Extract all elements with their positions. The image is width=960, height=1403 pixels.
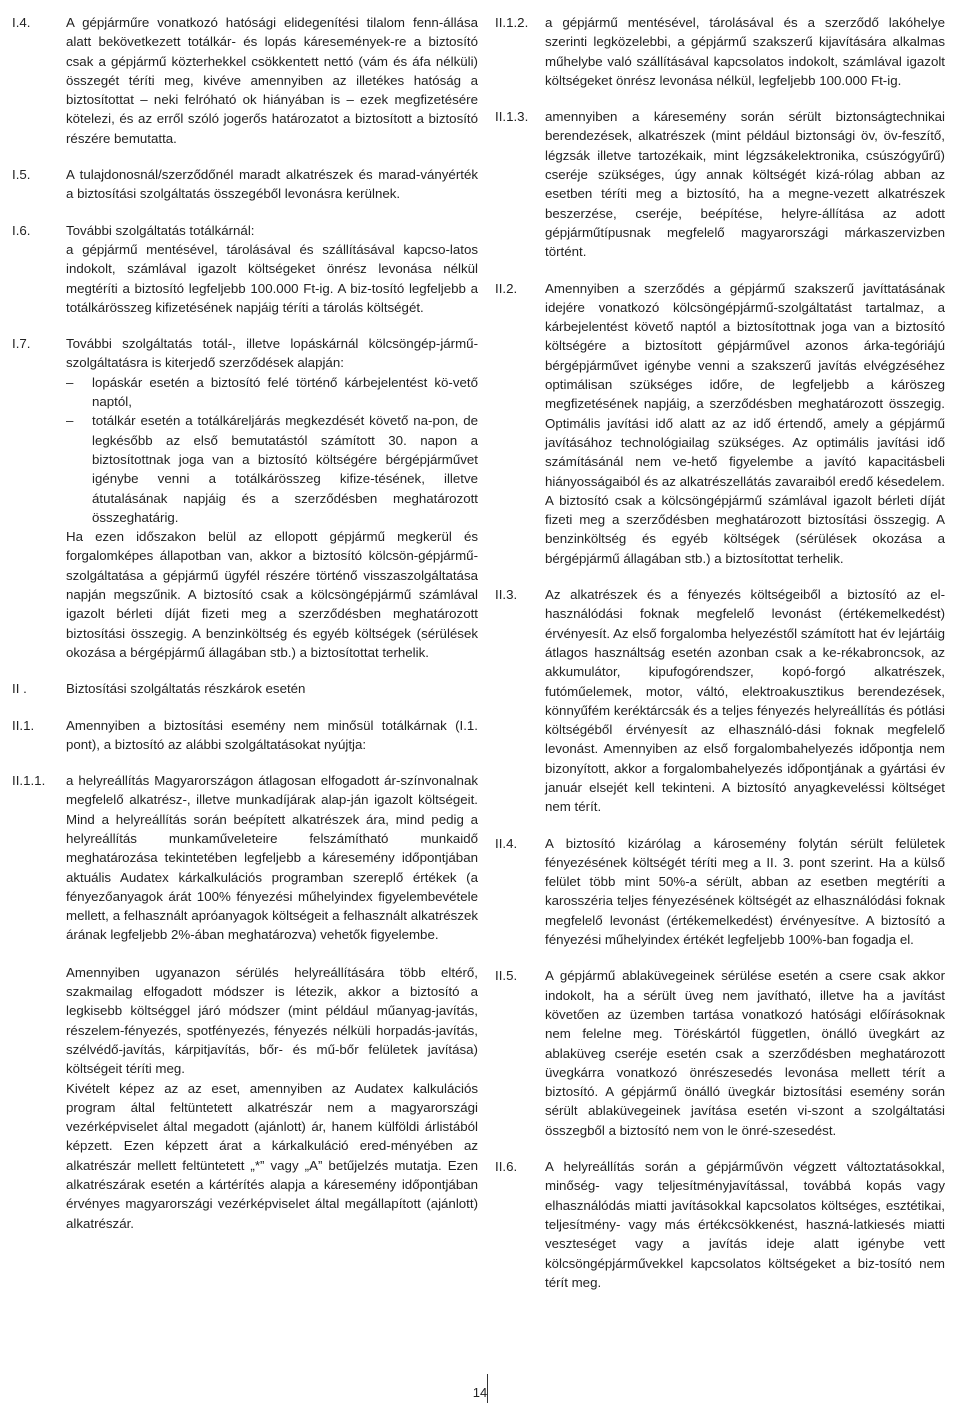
dash-marker: – (66, 413, 74, 429)
section-i6 (12, 221, 478, 317)
section-heading: Biztosítási szolgáltatás részkárok esetén (66, 681, 306, 697)
section-ii5 (495, 966, 945, 1140)
section-number: II . (12, 681, 27, 697)
section-body (545, 13, 945, 90)
paragraph: amennyiben a káresemény során sérült biztonságtechnikai berendezések, alkatrészek (mint például biztonsági öv, öv-feszítő, légzsák illetve tartozékaik, mint légzsákelektronika, csúszógyűrű) cseréje szükséges, úgy annak költségét kizá-rólag abban az esetben téríti meg a biztosító, ha a megne-vezett alkatrészek beszerzése, cseréje, beépítése, helyre-állítása az adott gépjárműtípusnak megfelelő magyarországi márkaszervizben történt. (545, 109, 945, 260)
dash-marker: – (66, 374, 74, 390)
dash-list-item (66, 373, 478, 412)
section-body (545, 107, 945, 261)
paragraph: A gépjármű ablaküvegeinek sérülése esetén a csere csak akkor indokolt, ha a sérült üveg nem javítható, illetve ha a javítást követően az üzemben tartása vonatkozó hatósági előírásoknak nem felelne meg. Töréskártól független, önálló üvegkárt az ablaküveg cseréje esetén csak a szerződésben meghatározott üvegkárra vonatkozó önrészesedés levonása mellett térít a biztosító. A gépjármű önálló üvegkár biztosítási esemény során sérült ablaküvegeinek javítása esetén vi-szont a szolgáltatási összegből a biztosító nem von le önré-szesedést. (545, 968, 945, 1138)
section-ii4 (495, 834, 945, 950)
section-body (66, 221, 478, 317)
paragraph: Amennyiben a szerződés a gépjármű szakszerű javíttatásának idejére vonatkozó kölcsöngépjármű-szolgáltatást tartalmaz, a kárbejelentést követő naptól a biztosítottnak joga van a biztosító költségére a biztosított gépjárművel azonos árka-tegóriájú bérgépjárművet igénybe venni a szakszerű javítás elvégzéséhez optimálisan szükséges időre, de legfeljebb a káröszeg megfizetésének napjáig, a szerződésben meghatározott összegig. Optimális javítási idő alatt az az idő értendő, amely a gépjármű javításához technológiailag szükséges. Az optimális javítási idő számításánál nem ve-hető figyelembe a javító kapacitásbeli hiányosságaiból és az alkatrészellátás zavaraiból eredő késedelem. A biztosító csak a kölcsöngépjármű számlával igazolt bérleti díját fizeti meg a szerződésben meghatározott biztosítási összegig. A benzinköltség és egyéb költségek (sérülések okozása a bérgépjármű állagában stb.) a biztosítottat terhelik. (545, 280, 945, 566)
section-number: II.1. (12, 717, 35, 733)
paragraph: A helyreállítás során a gépjárművön végzett változtatásokkal, minőség- vagy teljesítményjavítással, továbbá kopás vagy elhasználódás miatti javításokkal kapcsolatos költséges, esztétikai, teljesítmény- vagy más értékcsökkenést, haszná-latkiesés miatti veszteséget vagy a javítás ideje alatt igénybe vett kölcsöngépjárművekkel kapcsolatos költségeket a biz-tosító nem térít meg. (545, 1159, 945, 1290)
section-body (66, 771, 478, 1233)
paragraph: További szolgáltatás totál-, illetve lopáskárnál kölcsöngép-jármű-szolgáltatásra is kiterjedő szerződések alapján: (66, 336, 478, 371)
paragraph: Ha ezen időszakon belül az ellopott gépjármű megkerül és forgalomképes állapotban van, akkor a biztosító kölcsön-gépjármű-szolgáltatása a gépjármű ügyfél részére történő visszaszolgáltatása napján megszűnik. A biztosító csak a kölcsöngépjármű számlával igazolt bérleti díját fizeti meg a szerződésben meghatározott biztosítási összegig. A benzinköltség és egyéb költségek (sérülések okozása a bérgépjármű állagában stb.) a biztosítottat terhelik. (66, 529, 478, 660)
paragraph: a gépjármű mentésével, tárolásával és szállításával kapcso-latos indokolt, számlával igazolt költségeket önrész levonása nélkül megtéríti a biztosító legfeljebb 100.000 Ft-ig. A biz-tosító legfeljebb a totálkárösszeg kifizetésének napjáig téríti a tárolás költségét. (66, 241, 478, 315)
section-i7 (12, 334, 478, 662)
section-body (545, 279, 945, 568)
section-body (545, 834, 945, 950)
paragraph: A tulajdonosnál/szerződőnél maradt alkatrészek és marad-ványérték a biztosítási szolgáltatás összegéből levonásra kerülnek. (66, 167, 478, 202)
section-body (545, 585, 945, 817)
page-number: 14 (472, 1385, 488, 1400)
section-body (66, 716, 478, 755)
section-body (545, 966, 945, 1140)
section-number: I.4. (12, 15, 31, 30)
section-body (545, 1157, 945, 1292)
paragraph: a helyreállítás Magyarországon átlagosan elfogadott ár-színvonalnak megfelelő alkatrész-, illetve munkadíjárak alap-ján igazolt költségeit. Mind a helyreállítás során beépített alkatrészek ára, mind pedig a helyreállítás munkaműveleteire felszámítható munkaidő meghatározása tekintetében legfeljebb a káresemény időpontjában aktuális Audatex kárkalkulációs programban szereplő értékek (a fényezőanyagok árát 100% fényezési műhelyindex figyelembevétele mellett, a felhasznált apróanyagok költségeit a felhasznált alkatrészek árának legfeljebb 2%-ában meghatározva) vehetők figyelembe. (66, 773, 478, 943)
section-number: II.3. (495, 587, 518, 603)
paragraph-heading: További szolgáltatás totálkárnál: (66, 222, 255, 238)
left-column (12, 13, 478, 1233)
paragraph: Az alkatrészek és a fényezés költségeiből a biztosító az el-használódási foknak megfelelő levonást (értékemelkedést) érvényesít. Az első forgalomba helyezéstől számított hat év lejártáig átlagos használtság esetén azonban csak a ke-rékabroncsok, az akkumulátor, kipufogórendszer, kopó-forgó alkatrészek, futóműelemek, motor, váltó, elektroakusztikus berendezések, könnyűfém keréktárcsák és a teljes fényezés helyreállítás és pótlási költségéből érvényesít az elhasználó-dási foknak megfelelő levonást. Amennyiben az első forgalombahelyezés időpontja nem bizonyított, akkor a forgalombahelyezés időpontjának a gyártási év január elsejét kell tekinteni. A biztosító anyagkeveléssi költséget nem térít. (545, 587, 945, 815)
section-ii (12, 679, 478, 698)
section-number: II.1.3. (495, 109, 529, 125)
right-column (495, 13, 945, 1292)
paragraph: A biztosító kizárólag a károsemény folytán sérült felületek fényezésének költségét téríti meg a II. 3. pont szerint. Ha a külső felület több mint 50%-a sérült, abban az esetben megtéríti a karosszéria teljes fényezésének költségét az elhasználódási foknak megfelelő levonást (értékemelkedést) érvényesítve. A biztosító a fényezési műhelyindex értékét legfeljebb 100%-ban fogadja el. (545, 835, 945, 948)
section-ii2 (495, 279, 945, 568)
section-number: I.5. (12, 167, 31, 183)
section-body (66, 679, 478, 698)
section-number: II.5. (495, 968, 518, 984)
section-body (66, 165, 478, 204)
section-ii11 (12, 771, 478, 1233)
dash-list-item (66, 411, 478, 527)
section-number: II.1.2. (495, 15, 529, 30)
section-body (66, 13, 478, 148)
list-item-text: lopáskár esetén a biztosító felé történő kárbejelentést kö-vető naptól, (92, 374, 478, 410)
section-ii6 (495, 1157, 945, 1292)
section-number: II.1.1. (12, 773, 46, 789)
section-number: II.2. (495, 280, 518, 296)
section-body (66, 334, 478, 662)
paragraph: a gépjármű mentésével, tárolásával és a szerződő lakóhelye szerinti legközelebbi, a gépjármű szakszerű kijavítására alkalmas műhelybe való szállításával kapcsolatos indokolt, számlával igazolt költségeket önrész levonása nélkül, legfeljebb 100.000 Ft-ig. (545, 15, 945, 88)
section-number: I.6. (12, 222, 31, 238)
paragraph: Kivételt képez az az eset, amennyiben az Audatex kalkulációs program által feltüntetett alkatrészár nem a magyarországi vezérképviselet által megadott (ajánlott) ár, hanem külföldi árlistából képzett. Ezen képzett árat a kárkalkuláció ered-ményében az alkatrészár mellett feltüntetett „*” vagy „A” betűjelzés mutatja. Ezen alkatrészárak esetén a kártérítés alapja a káresemény időpontjában érvényes magyarországi vezérképviselet által megállapított (ajánlott) alkatrészár. (66, 1080, 478, 1231)
section-number: II.6. (495, 1159, 518, 1175)
section-ii13 (495, 107, 945, 261)
section-ii1 (12, 716, 478, 755)
section-number: I.7. (12, 336, 31, 352)
section-i5 (12, 165, 478, 204)
section-i4 (12, 13, 478, 148)
section-number: II.4. (495, 835, 518, 851)
list-item-text: totálkár esetén a totálkáreljárás megkezdését követő na-pon, de legkésőbb az első bemutatástól számított 30. napon a biztosítottnak joga van a biztosító költségére bérgépjárművet igénybe venni a totálkárösszeg kifize-tésének, illetve átutalásának napjáig és a szerződésben meghatározott összeghatárig. (92, 413, 478, 525)
section-ii3 (495, 585, 945, 817)
section-ii12 (495, 13, 945, 90)
paragraph: Amennyiben ugyanazon sérülés helyreállítására több eltérő, szakmailag elfogadott módszer is létezik, akkor a biztosító a legkisebb költséggel járó módszer (mint például műanyag-javítás, részelem-fényezés, spotfényezés, fényezés nélküli horpadás-javítás, szélvédő-javítás, kárpitjavítás, bőr- és mű-bőr felületek javítása) költségeit téríti meg. (66, 964, 478, 1077)
paragraph: Amennyiben a biztosítási esemény nem minősül totálkárnak (I.1. pont), a biztosító az alábbi szolgáltatásokat nyújtja: (66, 717, 478, 752)
paragraph: A gépjárműre vonatkozó hatósági elidegenítési tilalom fenn-állása alatt bekövetkezett totálkár- és lopás káresemények-re a biztosító csak a gépjármű közterhekkel csökkentett nettó (vám és áfa nélküli) összegét téríti meg, kivéve amennyiben az illetékes hatóság a biztosítottat – neki felróható ok hiányában is – ezek megfizetésére kötelezi, és az erről szóló jogerős határozatot a biztosított a biztosító részére bemutatta. (66, 15, 478, 146)
